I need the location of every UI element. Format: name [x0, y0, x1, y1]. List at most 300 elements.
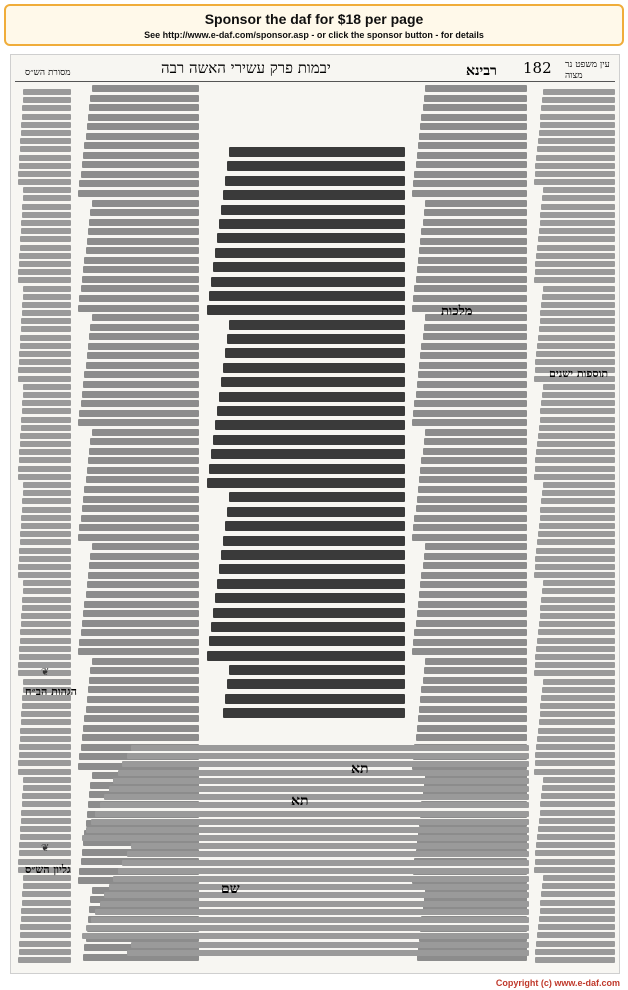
text-line: [416, 505, 527, 512]
text-line: [20, 335, 71, 341]
text-line: [131, 942, 529, 948]
text-line: [540, 310, 615, 316]
text-line: [538, 433, 615, 439]
text-line: [79, 639, 199, 646]
text-line: [419, 706, 527, 713]
text-line: [535, 556, 615, 562]
text-line: [425, 429, 527, 436]
text-line: [539, 719, 615, 725]
text-line: [22, 400, 71, 406]
text-line: [22, 114, 71, 120]
text-line: [81, 171, 199, 178]
text-line: [536, 155, 615, 161]
text-line: [543, 89, 615, 95]
text-line: [89, 562, 199, 569]
text-line: [425, 543, 527, 550]
text-line: [542, 97, 615, 103]
text-line: [109, 884, 529, 890]
text-line: [413, 180, 527, 187]
text-line: [534, 572, 615, 578]
text-line: [223, 536, 405, 546]
text-line: [416, 161, 527, 168]
copyright-notice[interactable]: Copyright (c) www.e-daf.com: [495, 978, 620, 988]
text-line: [131, 843, 529, 849]
text-line: [542, 490, 615, 496]
text-line: [413, 524, 527, 531]
page-number: 182: [523, 59, 552, 77]
text-line: [78, 648, 199, 655]
text-line: [19, 752, 71, 758]
text-line: [537, 736, 615, 742]
text-line: [535, 654, 615, 660]
text-line: [84, 142, 199, 149]
text-line: [82, 276, 199, 283]
text-line: [543, 777, 615, 783]
rashi-dibbur-hamatchil: רבינא: [466, 63, 497, 79]
inset-word-2: תא: [291, 793, 309, 809]
text-line: [225, 176, 405, 186]
inset-word-1: תא: [351, 761, 369, 777]
text-line: [83, 496, 199, 503]
text-line: [534, 179, 615, 185]
text-line: [87, 123, 199, 130]
text-line: [413, 410, 527, 417]
text-line: [541, 204, 615, 210]
text-line: [21, 719, 71, 725]
text-line: [18, 957, 71, 963]
text-line: [78, 534, 199, 541]
text-line: [21, 122, 71, 128]
text-line: [418, 142, 527, 149]
text-line: [18, 179, 71, 185]
text-line: [82, 933, 529, 939]
text-line: [118, 770, 529, 776]
text-line: [78, 419, 199, 426]
text-line: [416, 734, 527, 741]
text-line: [537, 638, 615, 644]
text-line: [23, 785, 71, 791]
text-line: [19, 556, 71, 562]
text-line: [534, 769, 615, 775]
text-line: [88, 228, 199, 235]
header-rule: [15, 81, 615, 82]
text-line: [22, 310, 71, 316]
text-line: [100, 802, 529, 808]
text-line: [538, 924, 615, 930]
text-line: [18, 769, 71, 775]
text-line: [19, 949, 71, 955]
text-line: [418, 715, 527, 722]
text-line: [538, 629, 615, 635]
text-line: [127, 950, 529, 956]
text-line: [539, 425, 615, 431]
text-line: [535, 269, 615, 275]
text-line: [221, 550, 405, 560]
text-line: [535, 850, 615, 856]
text-line: [420, 352, 527, 359]
text-line: [19, 654, 71, 660]
text-line: [537, 441, 615, 447]
tosafot-dibbur-hamatchil: מלכות: [441, 304, 473, 319]
text-line: [22, 703, 71, 709]
text-line: [207, 305, 405, 315]
text-line: [109, 786, 529, 792]
text-line: [538, 728, 615, 734]
page-header: [11, 59, 619, 83]
text-line: [21, 425, 71, 431]
text-line: [540, 507, 615, 513]
text-line: [23, 97, 71, 103]
text-line: [424, 438, 527, 445]
text-line: [20, 539, 71, 545]
text-line: [536, 941, 615, 947]
text-line: [18, 277, 71, 283]
text-line: [416, 276, 527, 283]
text-line: [22, 212, 71, 218]
text-line: [79, 180, 199, 187]
text-line: [414, 285, 527, 292]
text-line: [20, 924, 71, 930]
text-line: [19, 744, 71, 750]
text-line: [23, 777, 71, 783]
text-line: [423, 448, 527, 455]
text-line: [19, 351, 71, 357]
text-line: [537, 834, 615, 840]
text-line: [543, 875, 615, 881]
text-line: [412, 419, 527, 426]
text-line: [88, 572, 199, 579]
text-line: [418, 257, 527, 264]
text-line: [92, 658, 199, 665]
text-line: [219, 564, 405, 574]
text-line: [229, 320, 405, 330]
text-line: [424, 95, 527, 102]
text-line: [536, 253, 615, 259]
text-line: [535, 859, 615, 865]
text-line: [22, 793, 71, 799]
text-line: [89, 104, 199, 111]
text-line: [82, 620, 199, 627]
text-line: [540, 417, 615, 423]
text-line: [539, 916, 615, 922]
text-line: [20, 433, 71, 439]
text-line: [118, 868, 529, 874]
text-line: [23, 286, 71, 292]
text-line: [541, 400, 615, 406]
text-line: [92, 314, 199, 321]
text-line: [89, 333, 199, 340]
text-line: [539, 228, 615, 234]
text-line: [21, 810, 71, 816]
text-line: [540, 114, 615, 120]
text-line: [20, 138, 71, 144]
text-line: [18, 376, 71, 382]
gemara-text-block: [205, 147, 405, 737]
text-line: [20, 629, 71, 635]
text-line: [131, 745, 529, 751]
text-line: [20, 736, 71, 742]
text-line: [425, 200, 527, 207]
text-line: [88, 343, 199, 350]
text-line: [417, 496, 527, 503]
text-line: [19, 155, 71, 161]
text-line: [20, 343, 71, 349]
text-line: [419, 247, 527, 254]
text-line: [542, 392, 615, 398]
text-line: [536, 449, 615, 455]
text-line: [541, 597, 615, 603]
text-line: [414, 400, 527, 407]
text-line: [19, 548, 71, 554]
text-line: [127, 753, 529, 759]
text-line: [421, 686, 527, 693]
text-line: [91, 819, 529, 825]
text-line: [22, 302, 71, 308]
text-line: [413, 639, 527, 646]
text-line: [535, 457, 615, 463]
tosafot-yeshanim-heading: תוספות ישנים: [549, 367, 609, 380]
text-line: [417, 152, 527, 159]
text-line: [22, 801, 71, 807]
text-line: [421, 228, 527, 235]
ein-mishpat-heading: עין משפט נר מצוה: [565, 60, 610, 81]
text-line: [542, 294, 615, 300]
text-line: [425, 85, 527, 92]
text-line: [18, 474, 71, 480]
text-line: [418, 601, 527, 608]
text-line: [20, 531, 71, 537]
text-line: [536, 548, 615, 554]
text-line: [82, 391, 199, 398]
text-line: [225, 521, 405, 531]
text-line: [90, 95, 199, 102]
text-line: [86, 706, 199, 713]
text-line: [537, 539, 615, 545]
text-line: [223, 190, 405, 200]
text-line: [127, 851, 529, 857]
text-line: [534, 670, 615, 676]
text-line: [21, 515, 71, 521]
text-line: [536, 744, 615, 750]
text-line: [79, 295, 199, 302]
text-line: [21, 711, 71, 717]
text-line: [18, 760, 71, 766]
text-line: [538, 138, 615, 144]
text-line: [23, 392, 71, 398]
text-line: [540, 711, 615, 717]
text-line: [211, 622, 405, 632]
text-line: [23, 490, 71, 496]
text-line: [541, 498, 615, 504]
masoret-hashas-heading: מסורת הש״ס: [25, 68, 71, 78]
text-line: [78, 305, 199, 312]
text-line: [221, 377, 405, 387]
text-line: [23, 187, 71, 193]
ornament-divider: ❦: [41, 667, 50, 678]
text-line: [537, 343, 615, 349]
text-line: [542, 588, 615, 594]
text-line: [424, 324, 527, 331]
text-line: [18, 269, 71, 275]
text-line: [412, 648, 527, 655]
text-line: [219, 392, 405, 402]
text-line: [20, 826, 71, 832]
text-line: [543, 187, 615, 193]
text-line: [219, 219, 405, 229]
text-line: [416, 620, 527, 627]
text-line: [84, 601, 199, 608]
text-line: [540, 122, 615, 128]
text-line: [420, 467, 527, 474]
text-line: [421, 343, 527, 350]
sponsor-banner[interactable]: [4, 4, 624, 46]
page-caption: יבמות פרק עשירי האשה רבה: [161, 59, 331, 77]
text-line: [86, 133, 199, 140]
text-line: [412, 190, 527, 197]
text-line: [19, 941, 71, 947]
text-line: [87, 581, 199, 588]
text-line: [20, 441, 71, 447]
text-line: [81, 400, 199, 407]
text-line: [22, 204, 71, 210]
text-line: [421, 114, 527, 121]
text-line: [419, 133, 527, 140]
text-line: [539, 818, 615, 824]
text-line: [79, 410, 199, 417]
text-line: [20, 728, 71, 734]
sponsor-title: Sponsor the daf for $18 per page: [204, 11, 424, 27]
text-line: [82, 835, 529, 841]
text-line: [424, 667, 527, 674]
text-line: [23, 294, 71, 300]
text-line: [540, 613, 615, 619]
text-line: [21, 523, 71, 529]
text-line: [423, 562, 527, 569]
text-line: [91, 917, 529, 923]
text-line: [420, 123, 527, 130]
text-line: [21, 908, 71, 914]
text-line: [20, 245, 71, 251]
text-line: [22, 597, 71, 603]
text-line: [424, 209, 527, 216]
text-line: [537, 932, 615, 938]
text-line: [90, 438, 199, 445]
text-line: [83, 725, 199, 732]
text-line: [19, 253, 71, 259]
text-line: [540, 212, 615, 218]
talmud-page: [10, 54, 620, 974]
text-line: [18, 171, 71, 177]
text-line: [86, 827, 529, 833]
text-line: [83, 381, 199, 388]
sponsor-subtitle[interactable]: See http://www.e-daf.com/sponsor.asp - or click the sponsor button - for details: [144, 30, 484, 40]
text-line: [18, 564, 71, 570]
text-line: [540, 703, 615, 709]
text-line: [18, 466, 71, 472]
text-line: [223, 363, 405, 373]
text-line: [211, 449, 405, 459]
text-line: [209, 636, 405, 646]
text-line: [540, 801, 615, 807]
text-line: [541, 695, 615, 701]
text-line: [88, 457, 199, 464]
text-line: [213, 262, 405, 272]
text-line: [92, 200, 199, 207]
text-line: [543, 384, 615, 390]
text-line: [417, 610, 527, 617]
text-line: [213, 608, 405, 618]
text-line: [122, 860, 529, 866]
text-line: [215, 593, 405, 603]
text-line: [414, 629, 527, 636]
text-line: [542, 195, 615, 201]
text-line: [225, 348, 405, 358]
text-line: [421, 457, 527, 464]
text-line: [23, 89, 71, 95]
text-line: [215, 420, 405, 430]
text-line: [535, 662, 615, 668]
text-line: [540, 318, 615, 324]
text-line: [88, 686, 199, 693]
text-line: [535, 261, 615, 267]
text-line: [540, 810, 615, 816]
text-line: [535, 752, 615, 758]
text-line: [83, 610, 199, 617]
text-line: [535, 359, 615, 365]
text-line: [23, 580, 71, 586]
text-line: [23, 482, 71, 488]
text-line: [87, 352, 199, 359]
text-line: [90, 553, 199, 560]
text-line: [539, 621, 615, 627]
text-line: [90, 667, 199, 674]
text-line: [541, 302, 615, 308]
text-line: [19, 646, 71, 652]
text-line: [229, 492, 405, 502]
text-line: [20, 932, 71, 938]
text-line: [540, 900, 615, 906]
text-line: [89, 677, 199, 684]
text-line: [23, 384, 71, 390]
text-line: [20, 638, 71, 644]
text-line: [81, 629, 199, 636]
text-line: [82, 505, 199, 512]
text-line: [538, 335, 615, 341]
text-line: [83, 152, 199, 159]
text-line: [223, 708, 405, 718]
text-line: [211, 277, 405, 287]
text-line: [92, 429, 199, 436]
text-line: [207, 478, 405, 488]
text-line: [84, 715, 199, 722]
text-line: [543, 679, 615, 685]
text-line: [92, 543, 199, 550]
text-line: [425, 658, 527, 665]
text-line: [227, 161, 405, 171]
text-line: [215, 248, 405, 258]
text-line: [543, 482, 615, 488]
text-line: [542, 785, 615, 791]
text-line: [95, 909, 529, 915]
text-line: [22, 408, 71, 414]
text-line: [541, 105, 615, 111]
text-line: [86, 362, 199, 369]
text-line: [21, 613, 71, 619]
text-line: [540, 220, 615, 226]
text-line: [413, 295, 527, 302]
text-line: [78, 190, 199, 197]
text-line: [86, 476, 199, 483]
